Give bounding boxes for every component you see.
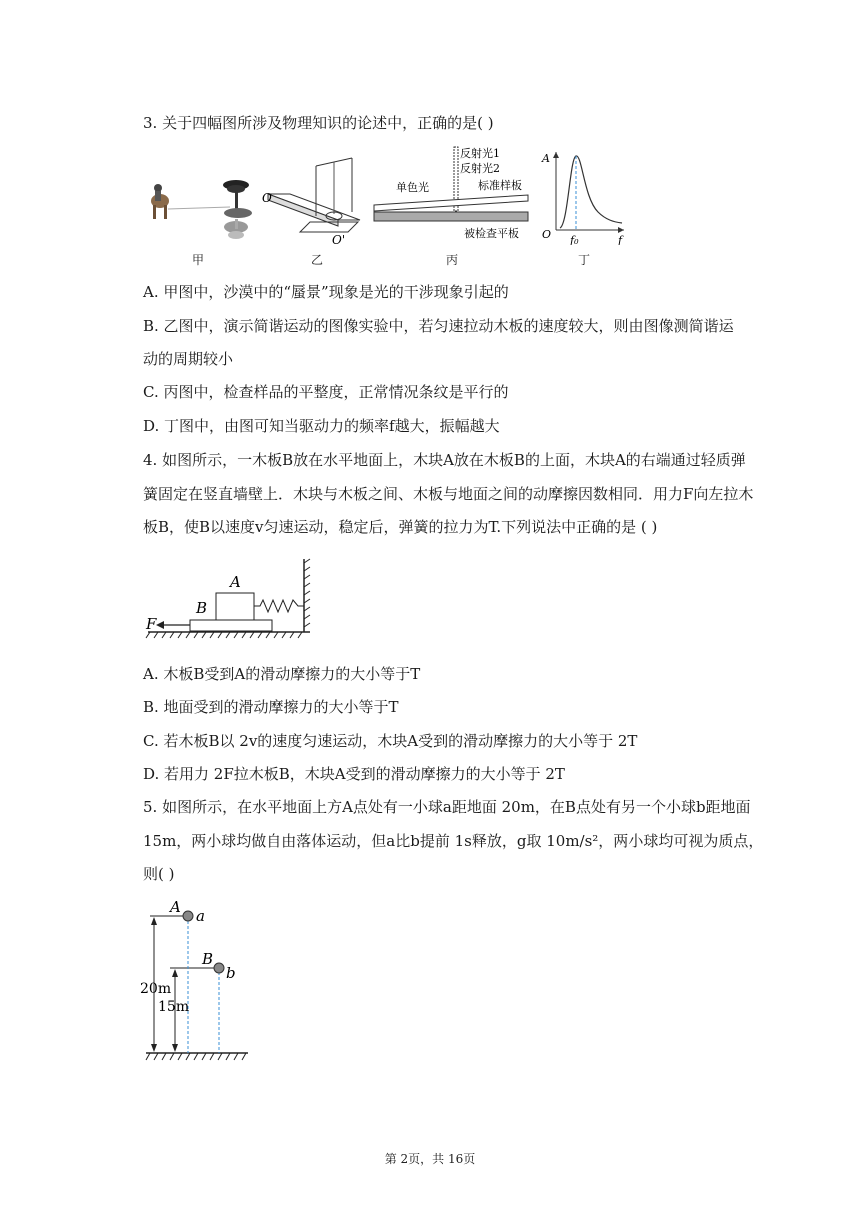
figure-yi-pendulum <box>260 150 375 245</box>
q5-label-15m: 15m <box>158 999 190 1015</box>
q3-option-b-cont: 动的周期较小 <box>143 350 234 368</box>
ding-label-f: f <box>618 234 623 245</box>
bing-label-reflect1: 反射光1 <box>460 147 500 160</box>
q5-stem-line1: 5. 如图所示，在水平地面上方A点处有一小球a距地面 20m，在B点处有另一个小球b距地面 <box>143 798 751 816</box>
yi-label-o: O <box>262 191 272 205</box>
figure-q5-free-fall <box>140 895 255 1067</box>
q4-stem-line2: 簧固定在竖直墙壁上．木块与木板之间、木板与地面之间的动摩擦因数相同．用力F向左拉木 <box>143 485 754 503</box>
q5-stem-line2: 15m，两小球均做自由落体运动，但a比b提前 1s释放，g取 10m/s²，两小球均可视为质点， <box>143 832 764 850</box>
yi-label-o-prime: O' <box>332 233 346 245</box>
caption-jia: 甲 <box>192 253 205 267</box>
bing-label-light: 单色光 <box>396 181 429 194</box>
figure-ding-resonance <box>538 148 628 245</box>
q4-label-b: B <box>196 599 208 617</box>
q4-stem-line1: 4. 如图所示，一木板B放在水平地面上，木块A放在木板B的上面，木块A的右端通过轻质弹 <box>143 451 746 469</box>
q3-stem: 3. 关于四幅图所涉及物理知识的论述中，正确的是( ) <box>143 114 494 132</box>
q3-option-a: A. 甲图中，沙漠中的“蜃景”现象是光的干涉现象引起的 <box>143 283 509 301</box>
bing-label-reflect2: 反射光2 <box>460 162 500 175</box>
q5-label-20m: 20m <box>140 981 172 997</box>
caption-bing: 丙 <box>446 253 459 267</box>
ding-label-a: A <box>542 152 550 165</box>
q5-label-point-b: B <box>202 950 214 968</box>
q4-label-f: F <box>146 615 157 633</box>
page-footer: 第 2页，共 16页 <box>384 1152 476 1166</box>
ding-label-f0: f₀ <box>570 234 579 245</box>
q4-stem-line3: 板B，使B以速度v匀速运动，稳定后，弹簧的拉力为T.下列说法中正确的是 ( ) <box>143 518 658 536</box>
q5-label-ball-a: a <box>196 907 205 925</box>
q3-option-d: D. 丁图中，由图可知当驱动力的频率f越大，振幅越大 <box>143 417 500 435</box>
q3-option-c: C. 丙图中，检查样品的平整度，正常情况条纹是平行的 <box>143 383 509 401</box>
q5-stem-line3: 则( ) <box>143 865 175 883</box>
q4-label-a: A <box>230 573 241 591</box>
bing-label-test: 被检查平板 <box>464 227 519 240</box>
q4-option-a: A. 木板B受到A的滑动摩擦力的大小等于T <box>143 665 421 683</box>
caption-yi: 乙 <box>311 253 324 267</box>
figure-jia-mirage <box>140 175 270 245</box>
caption-ding: 丁 <box>578 253 591 267</box>
figure-q4-board-spring <box>140 555 320 640</box>
q4-option-b: B. 地面受到的滑动摩擦力的大小等于T <box>143 698 399 716</box>
q5-label-point-a: A <box>170 898 181 916</box>
q4-option-d: D. 若用力 2F拉木板B，木块A受到的滑动摩擦力的大小等于 2T <box>143 765 565 783</box>
q4-option-c: C. 若木板B以 2v的速度匀速运动，木块A受到的滑动摩擦力的大小等于 2T <box>143 732 638 750</box>
ding-label-o: O <box>542 228 552 241</box>
q3-option-b: B. 乙图中，演示简谐运动的图像实验中，若匀速拉动木板的速度较大，则由图像测简谐运 <box>143 317 734 335</box>
bing-label-standard: 标准样板 <box>478 179 522 192</box>
q5-label-ball-b: b <box>226 964 236 982</box>
figure-bing-interference <box>370 143 535 245</box>
